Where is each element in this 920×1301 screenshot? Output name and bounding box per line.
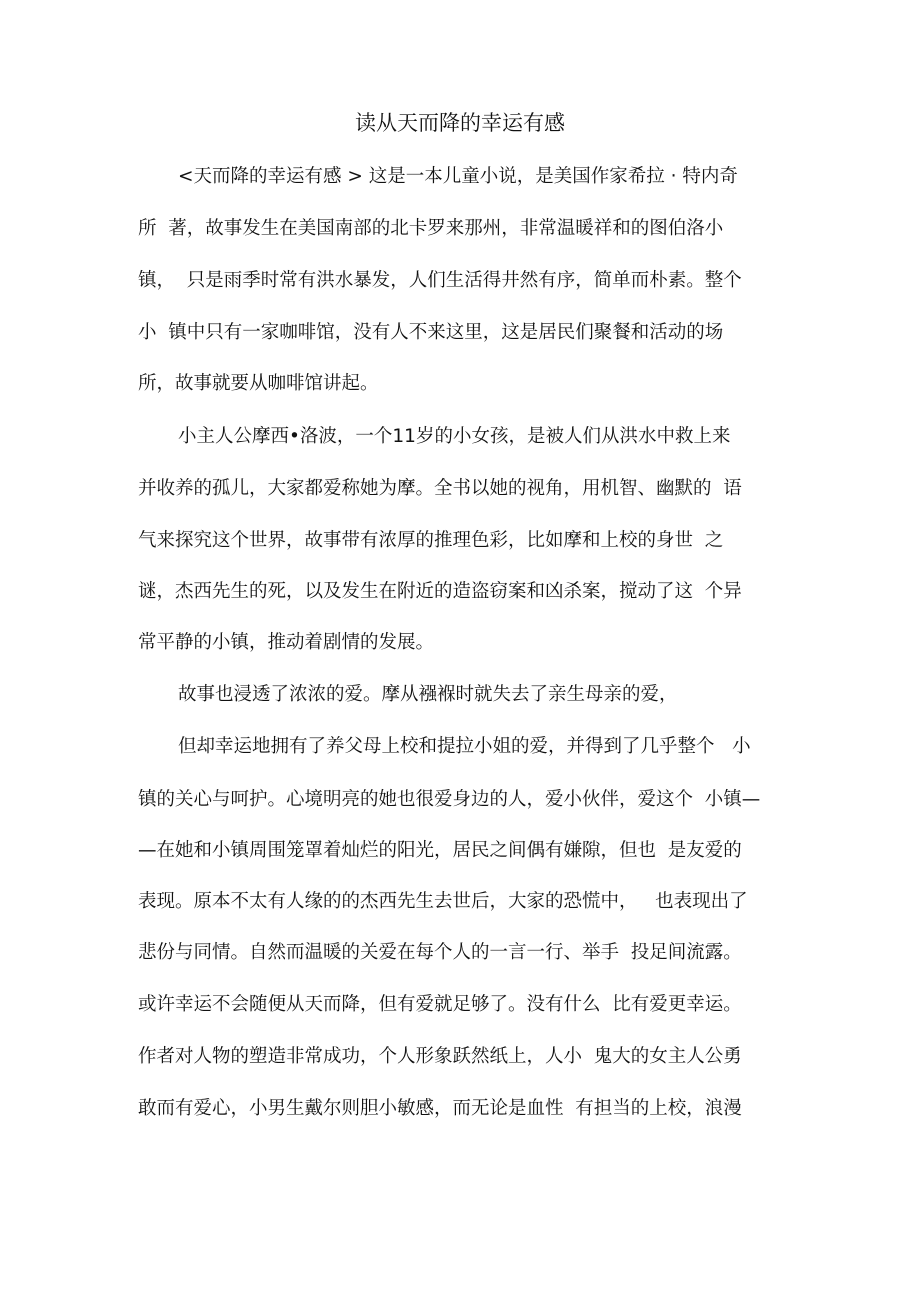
paragraph-line: 所 著，故事发生在美国南部的北卡罗来那州，非常温暖祥和的图伯洛小 — [138, 218, 724, 239]
paragraph-line: 所，故事就要从咖啡馆讲起。 — [138, 373, 379, 394]
document-title: 读从天而降的幸运有感 — [355, 111, 565, 135]
paragraph-line: 镇， 只是雨季时常有洪水暴发，人们生活得井然有序，简单而朴素。整个 — [138, 270, 742, 291]
paragraph-line: 但却幸运地拥有了养父母上校和提拉小姐的爱，并得到了几乎整个 小 — [178, 736, 751, 757]
paragraph-line: 气来探究这个世界，故事带有浓厚的推理色彩，比如摩和上校的身世 之 — [138, 530, 724, 551]
paragraph-line: 表现。原本不太有人缘的的杰西先生去世后，大家的恐慌中， 也表现出了 — [138, 891, 748, 912]
paragraph-line: <天而降的幸运有感 > 这是一本儿童小说，是美国作家希拉 · 特内奇 — [178, 166, 738, 187]
paragraph-line: 常平静的小镇，推动着剧情的发展。 — [138, 632, 435, 653]
paragraph-line: 镇的关心与呵护。心境明亮的她也很爱身边的人，爱小伙伴，爱这个 小镇— — [138, 789, 761, 810]
paragraph-line: 小主人公摩西•洛波，一个11岁的小女孩，是被人们从洪水中救上来 — [178, 426, 731, 447]
paragraph-line: 故事也浸透了浓浓的爱。摩从襁褓时就失去了亲生母亲的爱， — [178, 684, 678, 705]
paragraph-line: 作者对人物的塑造非常成功，个人形象跃然纸上，人小 鬼大的女主人公勇 — [138, 1046, 742, 1067]
paragraph-line: —在她和小镇周围笼罩着灿烂的阳光，居民之间偶有嫌隙，但也 是友爱的 — [138, 840, 742, 861]
paragraph-line: 小 镇中只有一家咖啡馆，没有人不来这里，这是居民们聚餐和活动的场 — [138, 322, 724, 343]
paragraph-line: 敢而有爱心，小男生戴尔则胆小敏感，而无论是血性 有担当的上校，浪漫 — [138, 1098, 742, 1119]
paragraph-line: 或许幸运不会随便从天而降，但有爱就足够了。没有什么 比有爱更幸运。 — [138, 994, 742, 1015]
paragraph-line: 并收养的孤儿，大家都爱称她为摩。全书以她的视角，用机智、幽默的 语 — [138, 478, 742, 499]
paragraph-line: 悲份与同情。自然而温暖的关爱在每个人的一言一行、举手 投足间流露。 — [138, 942, 742, 963]
paragraph-line: 谜，杰西先生的死，以及发生在附近的造盗窃案和凶杀案，搅动了这 个异 — [138, 581, 742, 602]
